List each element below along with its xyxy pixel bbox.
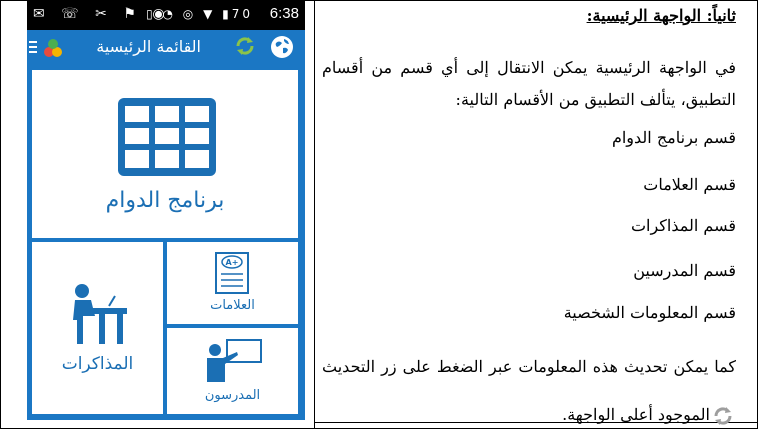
grade-sheet-icon — [215, 252, 249, 294]
battery-level: 70 — [231, 7, 253, 21]
notes-tile[interactable] — [32, 242, 163, 414]
section-item-personal: قسم المعلومات الشخصية — [563, 303, 736, 322]
menu-icon[interactable] — [29, 41, 37, 56]
refresh-note-after: الموجود أعلى الواجهة. — [562, 405, 710, 424]
refresh-note — [322, 343, 736, 439]
notes-label: المذاكرات — [61, 354, 134, 374]
grades-tile[interactable] — [167, 242, 298, 324]
refresh-note-before: كما يمكن تحديث هذه المعلومات عبر الضغط على زر التحديث — [322, 357, 736, 376]
refresh-icon[interactable] — [234, 35, 256, 57]
status-bar — [27, 0, 305, 30]
student-desk-icon — [69, 282, 131, 346]
teachers-tile[interactable] — [167, 328, 298, 414]
schedule-tile[interactable] — [32, 70, 298, 238]
grades-label: العلامات — [210, 298, 255, 313]
section-item-schedule: قسم برنامج الدوام — [611, 128, 736, 147]
intro-paragraph: في الواجهة الرئيسية يمكن الانتقال إلى أي قسم من أقسام التطبيق، يتألف التطبيق من الأقسام التالية: — [322, 58, 736, 109]
app-bar — [27, 30, 305, 64]
section-item-notes: قسم المذاكرات — [630, 216, 736, 235]
status-time: 6:38 — [269, 5, 299, 22]
phone-screenshot — [27, 0, 305, 420]
svg-text:A+: A+ — [225, 258, 239, 267]
column-divider — [314, 0, 315, 429]
table-icon — [118, 98, 216, 176]
teacher-board-icon — [203, 338, 263, 384]
section-item-teachers: قسم المدرسين — [633, 261, 736, 280]
globe-icon[interactable] — [270, 35, 294, 59]
inline-refresh-icon — [712, 405, 734, 427]
schedule-label: برنامج الدوام — [105, 188, 225, 213]
app-title: القائمة الرئيسية — [96, 37, 201, 56]
section-item-grades: قسم العلامات — [643, 175, 736, 194]
app-logo-icon — [41, 38, 65, 58]
notification-icons: ✉ ☏ ✂ ⚑ ◉ — [33, 6, 171, 22]
system-icons: ▯ ◔ ◎ ▼ ▮70 — [146, 7, 253, 21]
section-heading: ثانياً: الواجهة الرئيسية: — [586, 6, 736, 25]
teachers-label: المدرسون — [204, 388, 261, 403]
